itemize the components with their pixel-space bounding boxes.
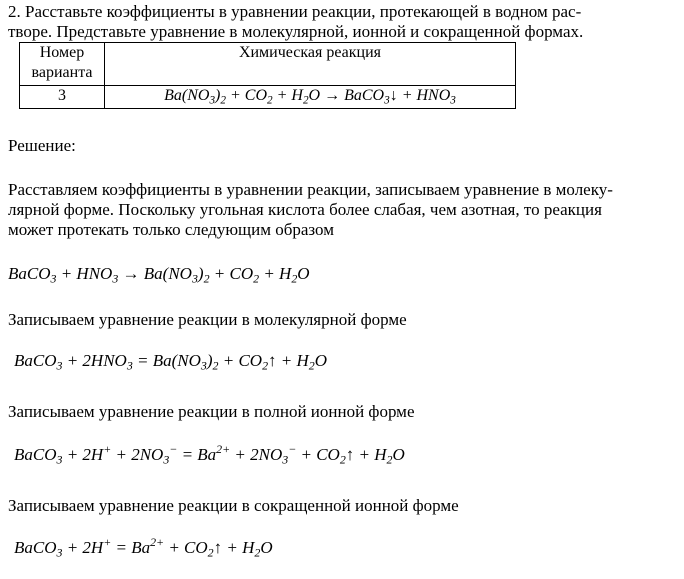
molecular-label: Записываем уравнение реакции в молекулярной форме — [8, 310, 407, 329]
equation-reverse: BaCO$_3$ + $HNO_3 \to Ba(NO_3)_2 + CO_2 + H_2O$ — [8, 264, 310, 286]
solution-label: Решение: — [8, 136, 76, 155]
header-reaction: Химическая реакция — [105, 43, 516, 86]
short-ionic-label: Записываем уравнение реакции в сокращенной ионной форме — [8, 496, 459, 515]
task-text — [8, 2, 680, 42]
intro-line: Расставляем коэффициенты в уравнении реакции, записываем уравнение в молеку- — [8, 180, 613, 199]
intro-line: лярной форме. Поскольку угольная кислота более слабая, чем азотная, то реакция — [8, 200, 602, 219]
short-ionic-equation: BaCO$_3$ + $2H^+ = Ba^{2+}$ + $CO_2↑ + H_2O$ — [14, 534, 273, 560]
reaction-formula: $Ba(NO_3)_2 + CO_2 + H_2O$ → BaCO$_3$↓ + $HNO_3$ — [105, 86, 516, 109]
full-ionic-label: Записываем уравнение реакции в полной ионной форме — [8, 402, 415, 421]
task-line: 2. Расставьте коэффициенты в уравнении реакции, протекающей в водном рас- — [8, 2, 582, 21]
table-header-row — [20, 43, 516, 86]
variant-number: 3 — [20, 86, 105, 109]
intro-line: может протекать только следующим образом — [8, 220, 334, 239]
full-ionic-equation: BaCO$_3$ + $2H^+ + 2NO_3^- = Ba^{2+} + 2NO_3^-$ + $CO_2↑ + H_2O$ — [14, 441, 405, 467]
header-variant: Номер варианта — [20, 43, 105, 86]
task-line: творе. Представьте уравнение в молекулярной, ионной и сокращенной формах. — [8, 22, 584, 41]
intro-paragraph — [8, 180, 680, 240]
variant-table — [19, 42, 516, 109]
molecular-equation: BaCO$_3$ + $2HNO_3 = Ba(NO_3)_2$ + $CO_2↑ + H_2O$ — [14, 351, 328, 373]
table-row — [20, 86, 516, 109]
